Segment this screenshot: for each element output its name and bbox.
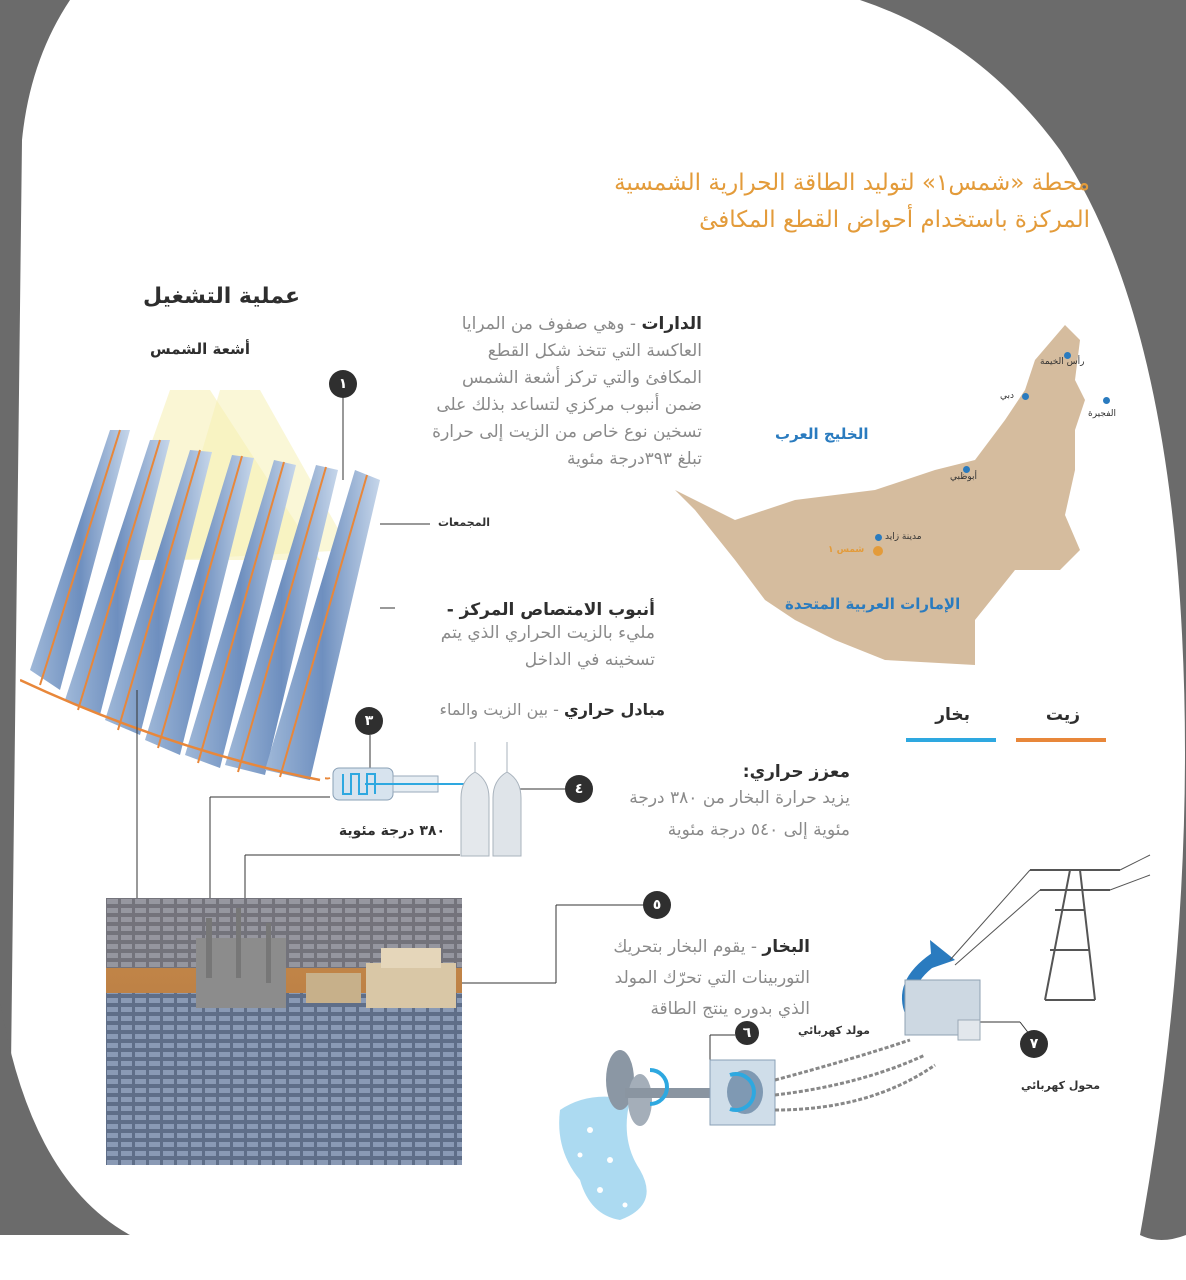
step-5-badge: ٥ <box>643 891 671 919</box>
step-5-line-1: - يقوم البخار بتحريك <box>613 937 758 957</box>
map-city-dot-shams <box>873 546 883 556</box>
uae-map <box>675 320 1095 670</box>
step-7-badge: ٧ <box>1020 1030 1048 1058</box>
legend-steam-label: بخار <box>935 705 970 725</box>
step-7-label: محول كهربائي <box>1020 1079 1100 1092</box>
step-3-description <box>400 700 665 719</box>
map-city-dot-dubai <box>1022 393 1029 400</box>
step-1-line-4: ضمن أنبوب مركزي لتساعد بذلك على <box>436 395 702 415</box>
step-1-description <box>350 311 702 473</box>
sun-rays-label: أشعة الشمس <box>150 340 250 358</box>
step-6-badge: ٦ <box>735 1021 759 1045</box>
step-2-description <box>400 600 655 674</box>
step-4-line-2: مئوية إلى ٥٤٠ درجة مئوية <box>667 820 850 840</box>
step-4-description <box>600 762 850 846</box>
step-2-heading: أنبوب الامتصاص المركز - <box>446 600 655 620</box>
step-4-line-1: يزيد حرارة البخار من ٣٨٠ درجة <box>629 788 850 808</box>
map-country-label: الإمارات العربية المتحدة <box>785 595 961 613</box>
step-1-heading: الدارات <box>641 314 702 334</box>
process-title: عملية التشغيل <box>143 284 300 309</box>
heat-exchanger-illustration <box>325 740 535 865</box>
step-6-label: مولد كهربائي <box>797 1024 870 1037</box>
step-5-line-2: التوربينات التي تحرّك المولد <box>614 968 810 988</box>
step-3-badge: ٣ <box>355 707 383 735</box>
title-line-2: المركزة باستخدام أحواض القطع المكافئ <box>699 207 1090 233</box>
step-1-line-3: المكافئ والتي تركز أشعة الشمس <box>461 368 702 388</box>
transformer-pylon-illustration <box>880 830 1160 1060</box>
map-city-dubai: دبي <box>1000 391 1015 401</box>
step-1-line-1: - وهي صفوف من المرايا <box>461 314 637 334</box>
legend-steam-swatch <box>906 738 996 742</box>
map-city-dot-zayed <box>875 534 882 541</box>
map-gulf-label: الخليج العرب <box>775 425 869 443</box>
map-city-zayed: مدينة زايد <box>885 532 922 542</box>
step-5-description <box>555 932 810 1025</box>
step-3-temperature: ٣٨٠ درجة مئوية <box>338 823 445 839</box>
title-line-1: محطة «شمس١» لتوليد الطاقة الحرارية الشمسية <box>614 170 1090 196</box>
step-3-text: - بين الزيت والماء <box>439 700 559 719</box>
map-city-dot-fujairah <box>1103 397 1110 404</box>
plant-photo <box>106 898 462 1165</box>
step-2-line-1: مليء بالزيت الحراري الذي يتم <box>440 623 655 643</box>
step-5-heading: البخار <box>762 937 810 957</box>
step-4-heading: معزز حراري: <box>742 762 850 782</box>
step-1-badge: ١ <box>329 370 357 398</box>
collectors-label: المجمعات <box>438 516 490 529</box>
step-5-line-3: الذي بدوره ينتج الطاقة <box>650 999 810 1019</box>
map-city-abudhabi: أبوظبي <box>950 472 978 482</box>
step-1-line-5: تسخين نوع خاص من الزيت إلى حرارة <box>432 422 702 442</box>
step-1-line-2: العاكسة التي تتخذ شكل القطع <box>487 341 702 361</box>
step-4-badge: ٤ <box>565 775 593 803</box>
legend-oil-label: زيت <box>1045 705 1080 725</box>
map-city-fujairah: الفجيرة <box>1088 409 1117 419</box>
step-2-line-2: تسخينه في الداخل <box>524 650 655 670</box>
map-city-shams: شمس ١ <box>828 545 865 555</box>
step-1-line-6: تبلغ ٣٩٣درجة مئوية <box>566 449 702 469</box>
legend-oil-swatch <box>1016 738 1106 742</box>
step-3-heading: مبادل حراري <box>564 700 665 719</box>
map-city-ras: رأس الخيمة <box>1040 357 1085 367</box>
